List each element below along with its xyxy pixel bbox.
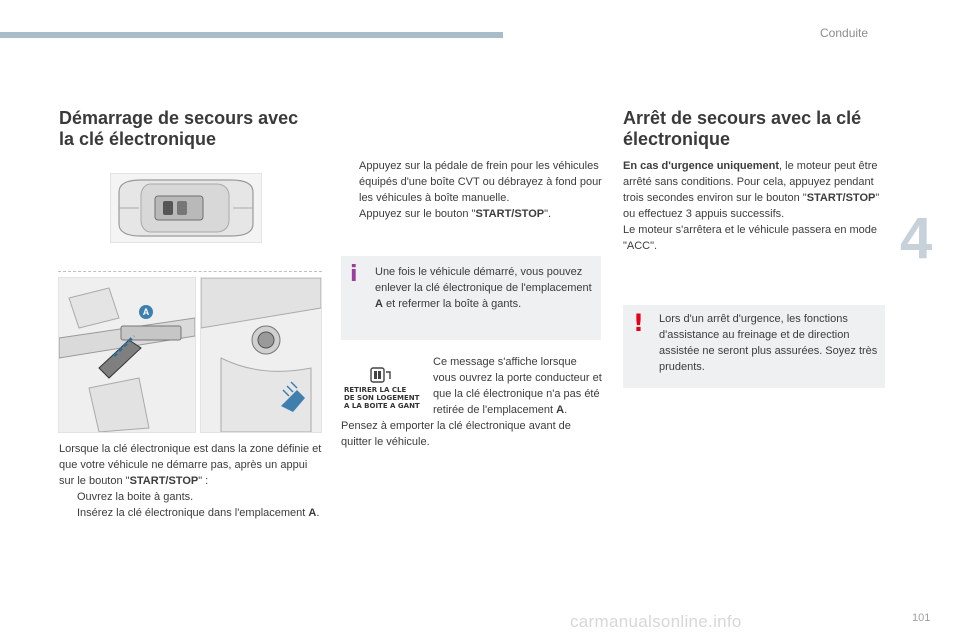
image-separator <box>58 271 322 272</box>
section-name: Conduite <box>820 26 869 40</box>
bullet-marker <box>59 505 77 521</box>
glovebox-drawing <box>59 278 195 432</box>
step-open-glovebox: Ouvrez la boite à gants. <box>59 489 325 505</box>
start-stop-drawing <box>201 278 321 432</box>
slot-label-a: A <box>139 305 153 319</box>
chapter-number: 4 <box>900 206 933 271</box>
info-text: Une fois le véhicule démarré, vous pouvez enlever la clé électronique de l'emplacement A et refermer la boîte à gants. <box>375 266 592 310</box>
bullet-marker <box>341 206 359 222</box>
info-box <box>341 256 601 340</box>
section-title-emergency-start: Démarrage de secours avec la clé électronique <box>59 108 299 149</box>
middle-steps <box>341 158 603 222</box>
watermark: carmanualsonline.info <box>570 612 742 631</box>
header-accent-bar <box>0 32 503 38</box>
glovebox-key-slot-illustration <box>58 277 196 433</box>
step-press-start-stop: Appuyez sur le bouton "START/STOP". <box>341 206 603 222</box>
step-insert-key: Insérez la clé électronique dans l'emplacement A. <box>59 505 325 521</box>
start-stop-button-illustration <box>200 277 322 433</box>
right-paragraph: En cas d'urgence uniquement, le moteur peut être arrêté sans conditions. Pour cela, appuyez pendant trois secondes environ sur le bouton "START/STOP" ou effectuez 3 appuis successifs. Le moteur s'arrêtera et le véhicule passera en mode "ACC". <box>623 160 880 252</box>
warning-icon: ! <box>633 309 644 337</box>
warning-box <box>623 305 885 388</box>
step-press-brake: Appuyez sur la pédale de frein pour les véhicules équipés d'une boîte CVT ou débrayez à fond pour les véhicules à boîte manuelle. <box>341 158 603 206</box>
page-number: 101 <box>912 612 931 624</box>
section-title-emergency-stop: Arrêt de secours avec la clé électronique <box>623 108 862 149</box>
bullet-marker <box>341 158 359 206</box>
message-explanation: Ce message s'affiche lorsque vous ouvrez la porte conducteur et que la clé électronique n'a pas été retirée de l'emplacement A. Pensez à emporter la clé électronique avant de quitter le véhicule. <box>341 356 602 448</box>
bullet-marker <box>59 489 77 505</box>
warning-text: Lors d'un arrêt d'urgence, les fonctions d'assistance au freinage et de direction assistée ne seront plus assurées. Soyez très prudents. <box>659 313 878 373</box>
left-intro-paragraph: Lorsque la clé électronique est dans la zone définie et que votre véhicule ne démarre pas, après un appui sur le bouton "START/STOP" : Ouvrez la boite à gants. Insérez la clé électronique dans l'emplacement A. <box>59 441 325 521</box>
car-top-view-illustration <box>110 173 262 243</box>
info-icon: i <box>350 262 358 287</box>
car-top-view-icon <box>111 174 261 242</box>
dashboard-message-display: RETIRER LA CLE DE SON LOGEMENT A LA BOITE A GANT <box>344 366 424 410</box>
